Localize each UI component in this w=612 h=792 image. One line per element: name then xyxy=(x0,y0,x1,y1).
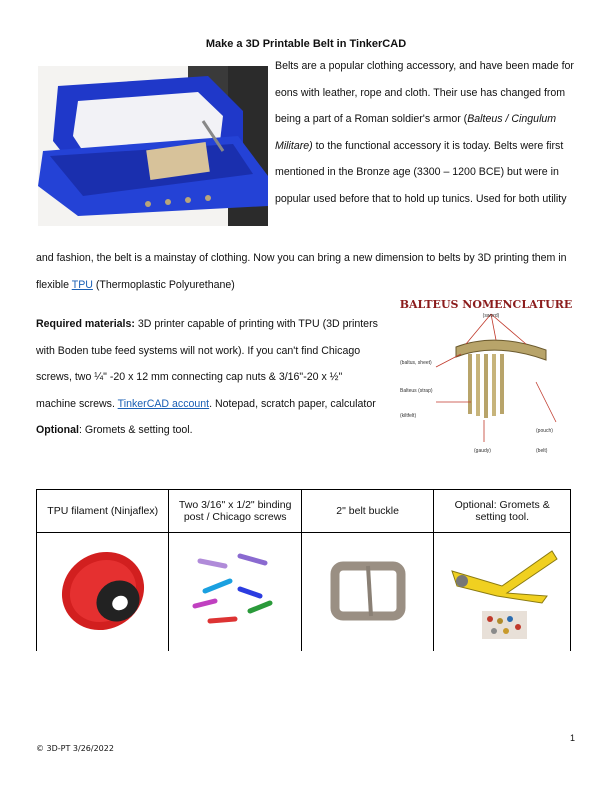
header-belt-buckle: 2" belt buckle xyxy=(301,490,433,533)
diagram-title: BALTEUS NOMENCLATURE xyxy=(399,298,573,311)
page-title: Make a 3D Printable Belt in TinkerCAD xyxy=(205,38,407,50)
header-chicago-screws: Two 3/16" x 1/2" binding post / Chicago screws xyxy=(169,490,301,533)
tinkercad-account-link[interactable]: TinkerCAD account xyxy=(117,397,210,410)
intro-cont-a: and fashion, the belt is a mainstay of clothing. Now you can bring a new dimension to belts by 3D printing them in flexible xyxy=(36,252,567,291)
header-gromets: Optional: Gromets & setting tool. xyxy=(434,490,571,533)
intro-cont-b: (Thermoplastic Polyurethane) xyxy=(92,278,235,291)
materials-text-2: . Notepad, scratch paper, calculator xyxy=(209,397,376,410)
chicago-screws-image xyxy=(169,533,301,652)
tpu-filament-image xyxy=(37,533,169,652)
intro-continuation xyxy=(36,245,581,298)
intro-text-a: Belts are a popular clothing accessory, and have been made for eons with leather, rope and cloth. Their use has changed from being a part of a Roman soldier's armor ( xyxy=(275,60,574,125)
diagram-label-kiltfelt: (kiltfelt) xyxy=(400,413,417,419)
diagram-label-strap: Balteus (strap) xyxy=(400,388,433,394)
materials-text: 3D printer capable of printing with TPU (3D printers with Boden tube feed systems will not work). If you can't find Chicago screws, two ¼" -20 x 12 mm connecting cap nuts & 3/16"-20 x ½" machine screws. xyxy=(36,318,378,410)
materials-table xyxy=(36,489,571,651)
belt-photo xyxy=(38,66,268,226)
footer-copyright: © 3D-PT 3/26/2022 xyxy=(36,744,114,753)
diagram-label-sheet: (baltus, sheet) xyxy=(400,360,432,366)
intro-text-b: to the functional accessory it is today. Belts were first mentioned in the Bronze age (3300 – 1200 BCE) but were in popular used before that to hold up tunics. Used for both utility xyxy=(275,139,567,205)
diagram-label-belt: (belt) xyxy=(536,448,548,454)
materials-label: Required materials: xyxy=(36,318,135,330)
diagram-label-sword: (sword) xyxy=(482,313,500,319)
diagram-label-pouch: (pouch) xyxy=(536,428,553,434)
belt-buckle-image xyxy=(301,533,433,652)
optional-text: : Gromets & setting tool. xyxy=(78,424,193,436)
intro-italic: Balteus / Cingulum Militare) xyxy=(275,113,557,152)
balteus-diagram xyxy=(396,292,576,470)
optional-label: Optional xyxy=(36,424,79,436)
materials-paragraph xyxy=(36,311,381,444)
diagram-label-gaudy: (gaudy) xyxy=(474,448,491,454)
tpu-link[interactable]: TPU xyxy=(71,278,93,291)
gromets-tool-image xyxy=(434,533,571,652)
intro-paragraph xyxy=(275,53,575,212)
page-number: 1 xyxy=(570,733,576,743)
header-tpu-filament: TPU filament (Ninjaflex) xyxy=(37,490,169,533)
